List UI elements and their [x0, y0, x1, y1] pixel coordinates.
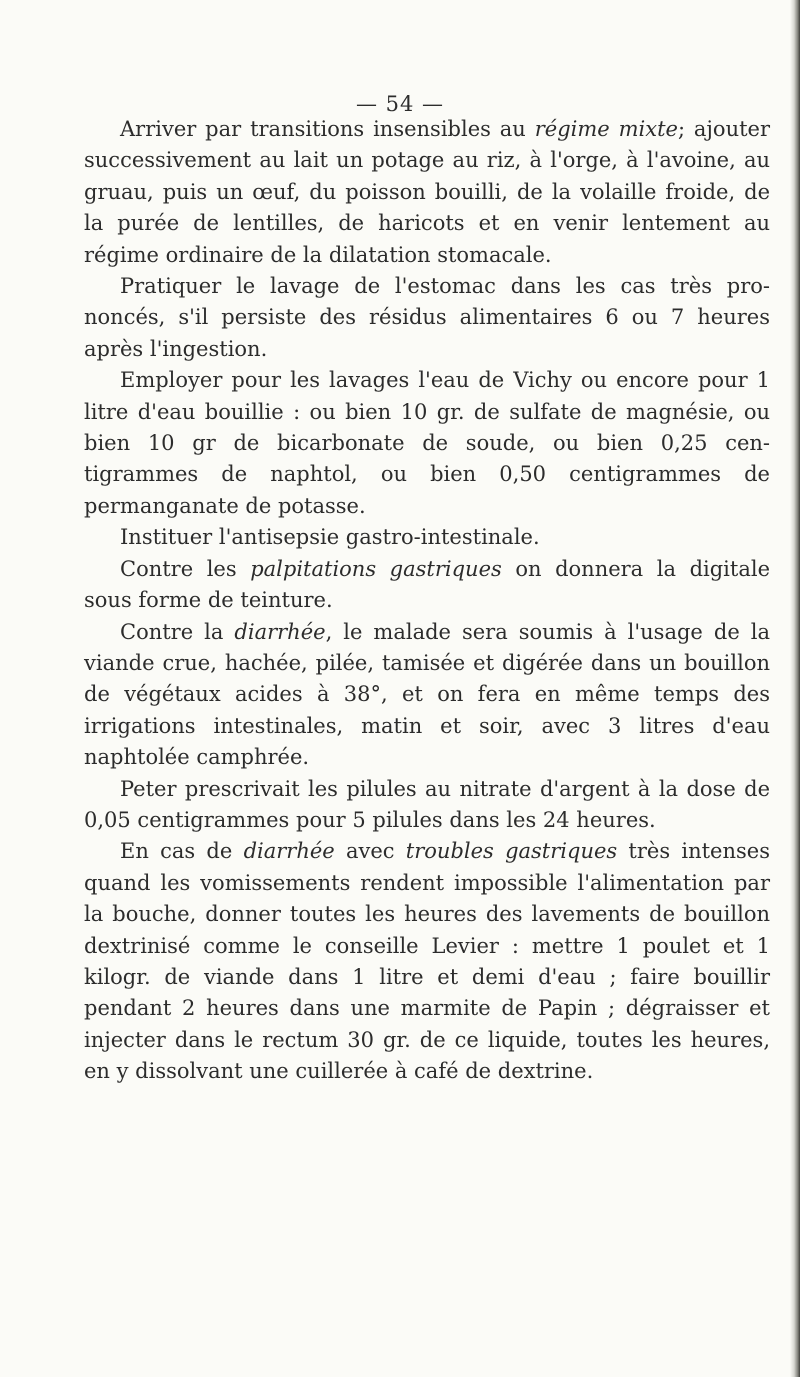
page-edge-shadow [790, 0, 800, 1377]
italic-text-run: diarrhée [243, 839, 335, 864]
paragraph [84, 271, 770, 365]
text-run: , le malade sera soumis à l'usage de la viande crue, hachée, pilée, tamisée et digérée dans un bouillon de végétaux acides à 38°, et on fera en même temps des irrigations intestinales, matin et soir, avec 3 litres d'eau naphtolée camphrée. [84, 619, 770, 770]
italic-text-run: diarrhée [234, 619, 326, 644]
italic-text-run: troubles gastriques [405, 839, 618, 864]
page-number: — 54 — [355, 92, 445, 116]
paragraph [84, 365, 770, 522]
paragraph [84, 114, 770, 271]
paragraph [84, 522, 770, 553]
paragraph [84, 774, 770, 837]
text-run: Employer pour les lavages l'eau de Vichy ou encore pour 1 litre d'eau bouillie : ou bien 10 gr. de sulfate de magnésie, ou bien 10 gr de bicarbonate de soude, ou bien 0,25 cen-tigrammes de naphtol, ou bien 0,50 centigrammes de permanganate de potasse. [84, 368, 770, 518]
text-run: En cas de [120, 839, 244, 864]
paragraph [84, 836, 770, 1087]
paragraph [84, 554, 770, 617]
text-run: Contre la [120, 619, 235, 644]
text-run: Contre les [120, 556, 251, 581]
paragraph [84, 617, 770, 774]
text-run: Pratiquer le lavage de l'estomac dans les cas très pro-noncés, s'il persiste des résidus alimentaires 6 ou 7 heures après l'ingestion. [84, 274, 770, 361]
text-run: avec [334, 839, 406, 864]
body-text [84, 114, 770, 1088]
text-run: très intenses quand les vomissements rendent impossible l'alimentation par la bouche, donner toutes les heures des lavements de bouillon dextrinisé comme le conseille Levier : mettre 1 poulet et 1 kilogr. de viande dans 1 litre et demi d'eau ; faire bouillir pendant 2 heures dans une marmite de Papin ; dégraisser et injecter dans le rectum 30 gr. de ce liquide, toutes les heures, en y dissolvant une cuillerée à café de dextrine. [84, 839, 770, 1084]
text-run: ; ajouter successivement au lait un potage au riz, à l'orge, à l'avoine, au gruau, puis un œuf, du poisson bouilli, de la volaille froide, de la purée de lentilles, de haricots et en venir lentement au régime ordinaire de la dilatation stomacale. [84, 117, 771, 267]
italic-text-run: palpitations gastriques [250, 556, 502, 581]
text-run: on donnera la digitale sous forme de teinture. [84, 556, 770, 613]
text-run: Peter prescrivait les pilules au nitrate d'argent à la dose de 0,05 centigrammes pour 5 pilules dans les 24 heures. [84, 776, 770, 832]
text-run: Instituer l'antisepsie gastro-intestinale. [120, 525, 540, 550]
text-run: Arriver par transitions insensibles au [120, 117, 535, 141]
italic-text-run: régime mixte [534, 117, 678, 141]
